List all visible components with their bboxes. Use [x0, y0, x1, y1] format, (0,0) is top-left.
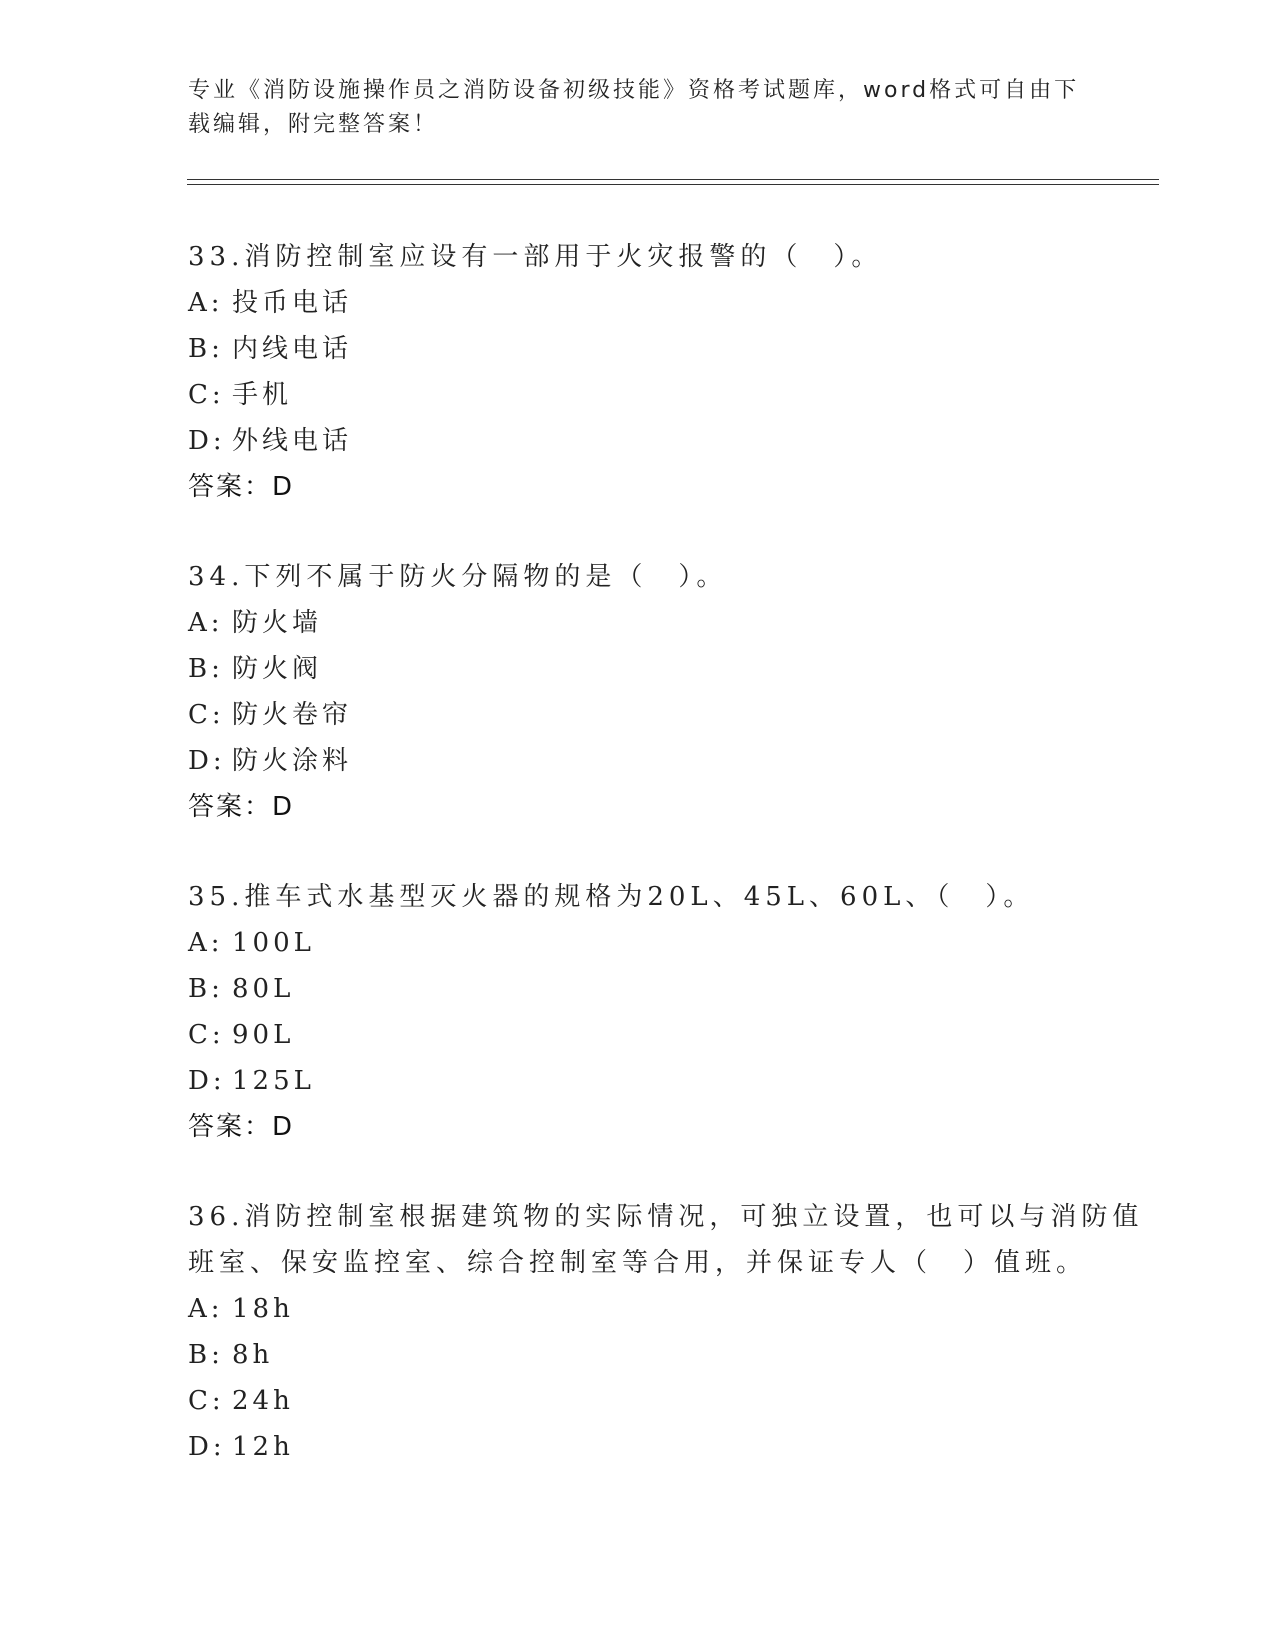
- question-34: [188, 554, 1088, 830]
- option-d: [188, 1058, 1088, 1104]
- option-letter: C:: [188, 380, 225, 410]
- question-33: [188, 234, 1088, 510]
- header-divider-bottom: [187, 184, 1159, 185]
- option-letter: C:: [188, 700, 225, 730]
- option-text: 手机: [232, 380, 293, 410]
- option-text: 100L: [232, 928, 315, 958]
- option-a: [188, 280, 1088, 326]
- option-letter: B:: [188, 974, 224, 1004]
- header-line-2: 载编辑，附完整答案！: [188, 112, 439, 137]
- option-text: 防火阀: [232, 654, 323, 684]
- option-text: 125L: [232, 1066, 315, 1096]
- question-stem-line-1: 36.消防控制室根据建筑物的实际情况，可独立设置，也可以与消防值: [188, 1202, 1144, 1232]
- option-letter: A:: [188, 288, 224, 318]
- option-text: 内线电话: [232, 334, 353, 364]
- option-letter: B:: [188, 334, 224, 364]
- option-text: 防火墙: [232, 608, 323, 638]
- option-letter: A:: [188, 1294, 224, 1324]
- header-line-1: 专业《消防设施操作员之消防设备初级技能》资格考试题库，word格式可自由下: [188, 78, 1080, 103]
- header-divider-top: [187, 179, 1159, 180]
- option-text: 防火涂料: [232, 746, 353, 776]
- question-35: [188, 874, 1088, 1150]
- question-stem-line-2: 班室、保安监控室、综合控制室等合用，并保证专人（ ）值班。: [188, 1248, 1088, 1278]
- option-letter: D:: [188, 1432, 226, 1462]
- option-b: [188, 326, 1088, 372]
- option-letter: D:: [188, 426, 226, 456]
- option-text: 90L: [232, 1020, 295, 1050]
- question-36: [188, 1194, 1144, 1470]
- option-a: [188, 920, 1088, 966]
- option-d: [188, 418, 1088, 464]
- question-stem: 33.消防控制室应设有一部用于火灾报警的（ ）。: [188, 242, 883, 272]
- option-d: [188, 738, 1088, 784]
- answer: 答案：D: [188, 472, 295, 502]
- option-text: 外线电话: [232, 426, 353, 456]
- option-c: [188, 1012, 1088, 1058]
- option-text: 8h: [232, 1340, 274, 1370]
- option-letter: B:: [188, 1340, 224, 1370]
- document-header: [188, 74, 1088, 142]
- option-b: [188, 966, 1088, 1012]
- option-letter: A:: [188, 928, 224, 958]
- option-text: 18h: [232, 1294, 294, 1324]
- option-b: [188, 1332, 1088, 1378]
- option-letter: D:: [188, 746, 226, 776]
- answer: 答案：D: [188, 1112, 295, 1142]
- option-letter: A:: [188, 608, 224, 638]
- option-text: 投币电话: [232, 288, 353, 318]
- question-stem: 35.推车式水基型灭火器的规格为20L、45L、60L、（ ）。: [188, 882, 1035, 912]
- option-b: [188, 646, 1088, 692]
- option-c: [188, 1378, 1088, 1424]
- option-c: [188, 372, 1088, 418]
- option-letter: C:: [188, 1386, 225, 1416]
- option-c: [188, 692, 1088, 738]
- option-letter: C:: [188, 1020, 225, 1050]
- option-letter: D:: [188, 1066, 226, 1096]
- option-text: 防火卷帘: [232, 700, 353, 730]
- option-text: 24h: [232, 1386, 294, 1416]
- question-stem: 34.下列不属于防火分隔物的是（ ）。: [188, 562, 728, 592]
- option-text: 12h: [232, 1432, 294, 1462]
- option-d: [188, 1424, 1088, 1470]
- option-text: 80L: [232, 974, 295, 1004]
- option-a: [188, 1286, 1088, 1332]
- option-letter: B:: [188, 654, 224, 684]
- answer: 答案：D: [188, 792, 295, 822]
- option-a: [188, 600, 1088, 646]
